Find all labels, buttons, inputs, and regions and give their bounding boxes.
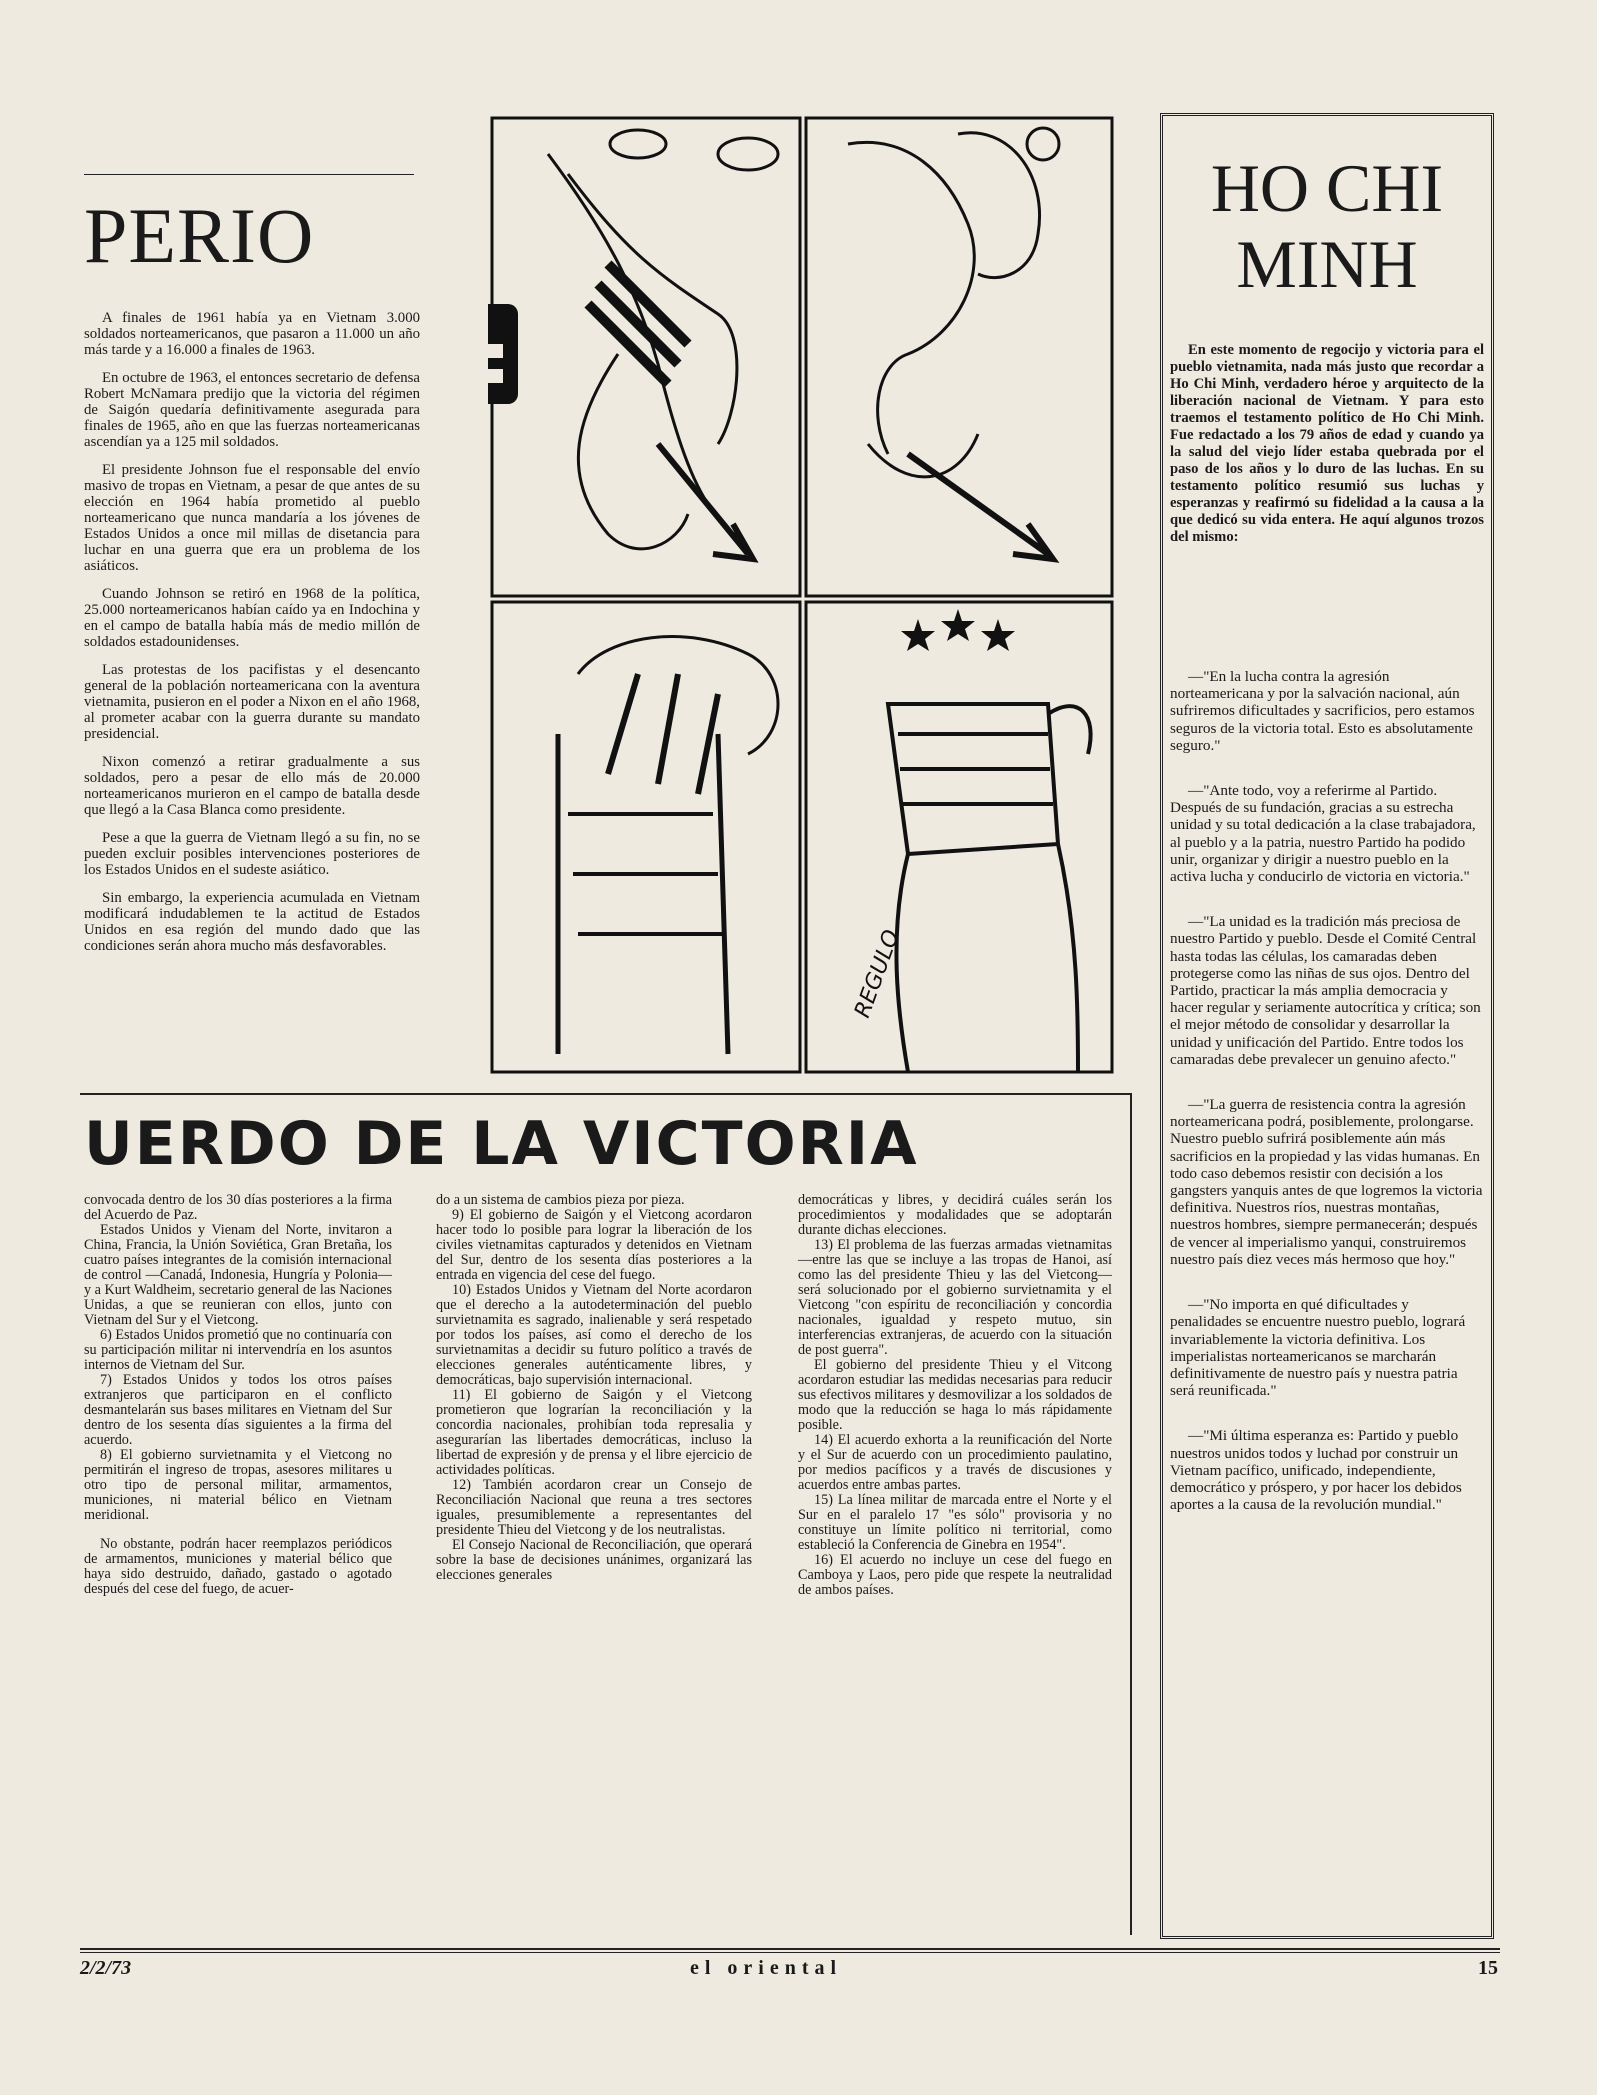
perio-paragraph: Cuando Johnson se retiró en 1968 de la política, 25.000 norteamericanos habían caído ya en Indochina y en el campo de batalla había más de medio millón de soldados estadounidenses. — [84, 586, 420, 650]
footer-rule — [80, 1948, 1500, 1950]
acuerdo-column-1 — [84, 1193, 392, 1597]
footer-date: 2/2/73 — [80, 1957, 132, 1979]
perio-paragraph: Pese a que la guerra de Vietnam llegó a su fin, no se pueden excluir posibles intervenciones posteriores de los Estados Unidos en el sudeste asiático. — [84, 830, 420, 878]
fist-panel-4 — [888, 704, 1091, 1072]
eagle-panel-1 — [548, 130, 778, 559]
footer-publication-name: el oriental — [690, 1957, 843, 1979]
perio-paragraph: En octubre de 1963, el entonces secretario de defensa Robert McNamara predijo que la victoria del régimen de Saigón quedaría definitivamente asegurada para finales de 1965, año en que las fuerzas norteamericanas ascendían ya a 125 mil soldados. — [84, 370, 420, 450]
panel-frame-4 — [806, 602, 1112, 1072]
ho-quotes — [1170, 668, 1484, 1541]
acuerdo-paragraph: El Consejo Nacional de Reconciliación, que operará sobre la base de decisiones unánimes, organizará las elecciones generales — [436, 1537, 752, 1583]
cartoon-signature: REGULO — [850, 926, 905, 1022]
panel-frame-2 — [806, 118, 1112, 596]
acuerdo-column-2 — [436, 1193, 752, 1583]
cartoon-illustration — [488, 114, 1128, 1082]
acuerdo-paragraph: 12) También acordaron crear un Consejo de Reconciliación Nacional que reuna a tres sectores iguales, presumiblemente a representantes del presidente Thieu del Vietcong y de los neutralistas. — [436, 1477, 752, 1538]
acuerdo-paragraph: 16) El acuerdo no incluye un cese del fuego en Camboya y Laos, pero pide que respete la neutralidad de ambos países. — [798, 1552, 1112, 1598]
perio-article-body — [84, 310, 420, 966]
ho-quote: —"No importa en qué dificultades y penalidades se encuentre nuestro pueblo, logrará invariablemente la victoria definitiva. Los imperialistas norteamericanos se marcharán definitivamente de nuestro país y nuestra patria será reunificada." — [1170, 1296, 1466, 1400]
eagle-panel-2 — [848, 128, 1059, 559]
cartoon-drawing — [488, 114, 1128, 1082]
fist-icon — [488, 304, 518, 404]
ho-quote: —"La unidad es la tradición más preciosa de nuestro Partido y pueblo. Desde el Comité Central hasta todas las células, los camaradas deben protegerse como las niñas de sus ojos. Dentro del Partido, practicar la más amplia democracia y hacer regular y seriamente autocrítica y crítica; son el mejor método de consolidar y desarrollar la unidad y unificación del Partido. Entre todos los camaradas debe prevalecer un genuino afecto." — [1170, 913, 1481, 1068]
acuerdo-paragraph: 8) El gobierno survietnamita y el Vietcong no permitirán el ingreso de tropas, asesores militares u otro tipo de personal militar, armamentos, municiones, ni material bélico en Vietnam meridional. — [84, 1447, 392, 1523]
perio-paragraph: Nixon comenzó a retirar gradualmente a sus soldados, pero a pesar de ello más de 20.000 norteamericanos murieron en el campo de batalla desde que llegó a la Casa Blanca como presidente. — [84, 754, 420, 818]
perio-paragraph: Las protestas de los pacifistas y el desencanto general de la población norteamericana con la aventura vietnamita, pusieron en el poder a Nixon en el año 1968, al prometer acabar con la guerra durante su mandato presidencial. — [84, 662, 420, 742]
acuerdo-paragraph: democráticas y libres, y decidirá cuáles serán los procedimientos y modalidades que se adoptarán durante dichas elecciones. — [798, 1192, 1112, 1238]
ho-quote: —"Ante todo, voy a referirme al Partido. Después de su fundación, gracias a su estrecha unidad y su total dedicación a la clase trabajadora, al pueblo y a la patria, nuestro Partido ha podido unir, organizar y dirigir a nuestro pueblo en la activa lucha y conducirlo de victoria en victoria." — [1170, 782, 1476, 886]
ho-title-line2: MINH — [1236, 226, 1418, 302]
ho-quote: —"En la lucha contra la agresión norteamericana y por la salvación nacional, aún sufriremos dificultades y sacrificios, pero estamos seguros de la victoria total. Esto es absolutamente seguro." — [1170, 668, 1475, 754]
acuerdo-paragraph: El gobierno del presidente Thieu y el Vitcong acordaron estudiar las medidas necesarias para reducir sus efectivos militares y desmovilizar a los soldados de modo que la reducción se haga lo más rápidamente posible. — [798, 1357, 1112, 1433]
acuerdo-paragraph: 15) La línea militar de marcada entre el Norte y el Sur en el paralelo 17 "es sólo" provisoria y no constituye un límite político ni territorial, como estableció la Conferencia de Ginebra en 1954". — [798, 1492, 1112, 1553]
ho-quote: —"Mi última esperanza es: Partido y pueblo nuestros unidos todos y luchad por construir un Vietnam pacífico, unificado, independiente, democrático y próspero, y por hacer los debidos aportes a la causa de la revolución mundial." — [1170, 1427, 1462, 1514]
ho-intro-text: En este momento de regocijo y victoria para el pueblo vietnamita, nada más justo que recordar a Ho Chi Minh, verdadero héroe y arquitecto de la liberación nacional de Vietnam. Y para esto traemos el testamento político de Ho Chi Minh. Fue redactado a los 79 años de edad y cuando ya la salud del viejo líder estaba quebrada por el paso de los años y lo duro de las luchas. En su testamento político resumió sus luchas y esperanzas y reafirmó su fidelidad a la causa a la que dedicó su vida entera. He aquí algunos trozos del mismo: — [1170, 342, 1484, 545]
acuerdo-paragraph: 13) El problema de las fuerzas armadas vietnamitas —entre las que se incluye a las tropas de Hanoi, así como las del presidente Thieu y las del Vietcong— será solucionado por el gobierno survietnamita y el Vietcong "con espíritu de reconciliación y concordia nacionales, igualdad y respeto mutuo, sin interferencias extranjeras, de acuerdo con la situación de post guerra". — [798, 1237, 1112, 1358]
acuerdo-paragraph: Estados Unidos y Vienam del Norte, invitaron a China, Francia, la Unión Soviética, Gran Bretaña, los cuatro países integrantes de la comisión internacional de control —Canadá, Indonesia, Hungría y Polonia— y a Kurt Waldheim, secretario general de las Naciones Unidas, a que se reunieran con ellos, junto con Vietnam del Sur y el Vietcong. — [84, 1222, 392, 1328]
perio-top-rule — [84, 174, 414, 175]
acuerdo-paragraph: No obstante, podrán hacer reemplazos periódicos de armamentos, municiones y material bélico que haya sido destruido, dañado, gastado o agotado después del cese del fuego, de acuer- — [84, 1536, 392, 1597]
ho-chi-minh-headline — [1160, 150, 1494, 302]
ho-title-line1: HO CHI — [1210, 150, 1444, 226]
perio-headline: PERIO — [84, 192, 315, 279]
perio-paragraph: El presidente Johnson fue el responsable del envío masivo de tropas en Vietnam, a pesar de que antes de su elección en 1964 había prometido al pueblo norteamericano que nunca mandaría a los jóvenes de Estados Unidos a once mil millas de disetancia para luchar en una guerra que era un problema de los asiáticos. — [84, 462, 420, 574]
acuerdo-paragraph: 10) Estados Unidos y Vietnam del Norte acordaron que el derecho a la autodeterminación del pueblo survietnamita es sagrado, inalienable y será respetado por todos los países, así como el derecho de los survietnamitas a decidir su futuro político a través de elecciones generales auténticamente libres, y democráticas, bajo supervisión internacional. — [436, 1282, 752, 1388]
perio-paragraph: A finales de 1961 había ya en Vietnam 3.000 soldados norteamericanos, que pasaron a 11.000 un año más tarde y a 16.000 a finales de 1963. — [84, 310, 420, 358]
acuerdo-paragraph: 11) El gobierno de Saigón y el Vietcong prometieron que lograrían la reconciliación y la concordia nacionales, prohibían toda represalia y asegurarían las libertades democráticas, incluso la libertad de expresión y de prensa y el libre ejercicio de actividades políticas. — [436, 1387, 752, 1478]
arm-claw-panel-3 — [558, 637, 778, 1054]
acuerdo-paragraph: 7) Estados Unidos y todos los otros países extranjeros que participaron en el conflicto desmantelarán sus bases militares en Vietnam del Sur dentro de los sesenta días siguientes a la firma del acuerdo. — [84, 1372, 392, 1448]
acuerdo-paragraph: do a un sistema de cambios pieza por pieza. — [436, 1192, 685, 1208]
acuerdo-paragraph: 9) El gobierno de Saigón y el Vietcong acordaron hacer todo lo posible para lograr la liberación de los civiles vietnamitas capturados y detenidos en Vietnam del Sur, dentro de los sesenta días posteriores a la entrada en vigencia del cese del fuego. — [436, 1207, 752, 1283]
acuerdo-column-3 — [798, 1193, 1112, 1598]
acuerdo-headline: UERDO DE LA VICTORIA — [84, 1109, 919, 1179]
acuerdo-paragraph: 6) Estados Unidos prometió que no continuaría con su participación militar ni intervendría en los asuntos internos de Vietnam del Sur. — [84, 1327, 392, 1373]
footer-page-number: 15 — [1478, 1957, 1498, 1979]
stars-icon — [901, 609, 1015, 651]
ho-quote: —"La guerra de resistencia contra la agresión norteamericana podrá, posiblemente, prolongarse. Nuestro pueblo sufrirá posiblemente aún más sacrificios en la propiedad y las vidas humanas. En todo caso debemos resistir con decisión a los gangsters yanquis antes de que logremos la victoria definitiva. Nuestros ríos, nuestras montañas, nuestros hombres, siempre permanecerán; después de vencer al imperialismo yanqui, construiremos nuestro país diez veces más hermoso que hoy." — [1170, 1096, 1483, 1268]
panel-frame-3 — [492, 602, 800, 1072]
acuerdo-paragraph: convocada dentro de los 30 días posteriores a la firma del Acuerdo de Paz. — [84, 1192, 392, 1223]
acuerdo-paragraph: 14) El acuerdo exhorta a la reunificación del Norte y el Sur de acuerdo con un procedimiento paulatino, por medios pacíficos y a través de discusiones y acuerdos entre ambas partes. — [798, 1432, 1112, 1493]
footer-rule-thin — [80, 1952, 1500, 1953]
perio-paragraph: Sin embargo, la experiencia acumulada en Vietnam modificará indudablemen te la actitud de Estados Unidos en esa región del mundo dado que las condiciones serán ahora mucho más desfavorables. — [84, 890, 420, 954]
